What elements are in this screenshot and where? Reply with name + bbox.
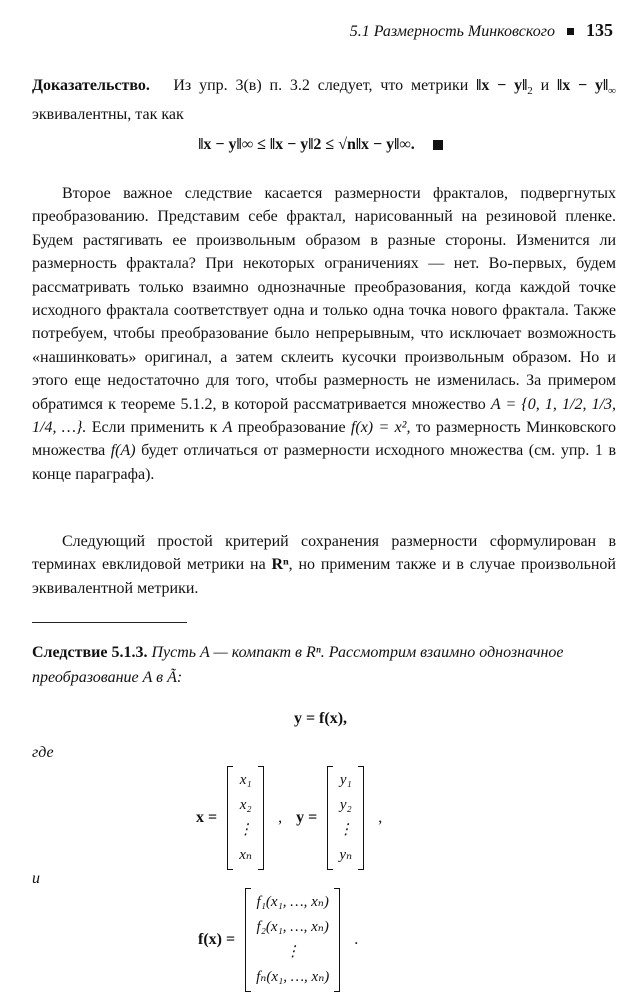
paragraph-fractal-dimension [32, 182, 616, 486]
running-title: 5.1 Размерность Минковского [349, 23, 555, 40]
running-header [350, 20, 613, 41]
paragraph-criterion [32, 530, 616, 600]
vector-y-entry: y₂ [339, 797, 352, 813]
page-number: 135 [586, 20, 613, 40]
where-label: где [32, 744, 54, 761]
norm-2-sub: 2 [527, 85, 533, 97]
vector-y-entry: ⋮ [338, 822, 354, 838]
corollary [32, 640, 616, 690]
comma: , [378, 809, 383, 826]
qed-square-icon [433, 140, 443, 150]
main-equation [0, 710, 641, 728]
vector-f-entry: ⋮ [285, 944, 301, 960]
main-equation-text: y = f(x), [293, 710, 348, 727]
vector-x-entry: xₙ [239, 847, 252, 863]
para1-text-c: Если применить к [91, 419, 218, 437]
norm-inf: ‖x − y‖ [557, 77, 609, 94]
vector-f-entry: fₙ(x₁, …, xₙ) [256, 969, 330, 985]
proof-text-b: эквивалентны, так как [32, 106, 184, 124]
vector-f-entry: f₂(x₁, …, xₙ) [256, 919, 329, 935]
rn-symbol: Rⁿ [271, 556, 289, 574]
comma: , [278, 809, 283, 826]
square-bullet-icon [567, 28, 574, 35]
corollary-label: Следствие 5.1.3. [32, 644, 148, 661]
norm-2: ‖x − y‖ [476, 77, 528, 94]
and-word: и [540, 77, 550, 94]
vector-f [245, 888, 340, 992]
vector-x-label: x = [196, 809, 218, 826]
vector-f-label: f(x) = [198, 931, 236, 948]
norm-inf-sub: ∞ [608, 85, 617, 97]
para1-text-f: будет отличаться от размерности исходного множества (см. упр. 1 в конце параграфа). [32, 442, 617, 483]
proof-label: Доказательство. [32, 77, 150, 94]
set-a-expression: A = {0, 1, 1/2, 1/3, 1/4, …}. [32, 395, 617, 437]
fa-expression: f(A) [110, 442, 136, 460]
para2-text-a: Следующий простой критерий сохранения размерности сформулирован в терминах евклидовой метрики на [32, 533, 616, 574]
corollary-text: Пусть A — компакт в Rⁿ. Рассмотрим взаимно однозначное преобразование A в Ã: [32, 644, 564, 686]
section-rule [32, 622, 187, 623]
para1-text-e: то размерность Минковского множества [32, 419, 616, 460]
para1-main: Второе важное следствие касается размерности фракталов, подвергнутых преобразованию. Представим себе фрактал, нарисованный на резиновой пленке. Будем растягивать ее произвольным образом в разные стороны. Изменится ли размерность фрактала? При некоторых ограничениях — нет. Во-первых, будем рассматривать только взаимно однозначные преобразования, когда каждой точке исходного фрактала соответствует одна и только одна точка нового фрактала. Также потребуем, чтобы преобразование было непрерывным, что исключает возможность «нашинковать» оригинал, а затем склеить кусочки произвольным образом. Но и этого еще недостаточно для того, чтобы размерность не изменилась. За примером обратимся к теореме 5.1.2, в которой рассматривается множество [32, 185, 616, 413]
para2-text-b: , но применим также и в случае произвольной эквивалентной метрики. [32, 556, 616, 597]
norm-inequality [0, 136, 641, 154]
vector-f-entry: f₁(x₁, …, xₙ) [256, 894, 329, 910]
vector-x-entry: ⋮ [238, 822, 254, 838]
proof-paragraph [32, 74, 616, 127]
map-expression: f(x) = x², [350, 419, 411, 437]
period: . [354, 931, 359, 948]
and-label: и [32, 870, 40, 887]
vector-x-entry: x₁ [239, 772, 252, 788]
norm-inequality-formula: ‖x − y‖∞ ≤ ‖x − y‖2 ≤ √n‖x − y‖∞. [198, 136, 415, 153]
vectors-x-y [196, 766, 392, 870]
vector-y-label: y = [296, 809, 318, 826]
vector-f-equation [198, 888, 368, 992]
vector-y-entry: yₙ [339, 847, 353, 863]
vector-y-entry: y₁ [339, 772, 352, 788]
vector-x-entry: x₂ [239, 797, 252, 813]
proof-text-a: Из упр. 3(в) п. 3.2 следует, что метрики [173, 77, 469, 94]
vector-x [227, 766, 264, 870]
var-a: A [222, 419, 233, 437]
para1-text-d: преобразование [237, 419, 346, 437]
vector-y [327, 766, 364, 870]
